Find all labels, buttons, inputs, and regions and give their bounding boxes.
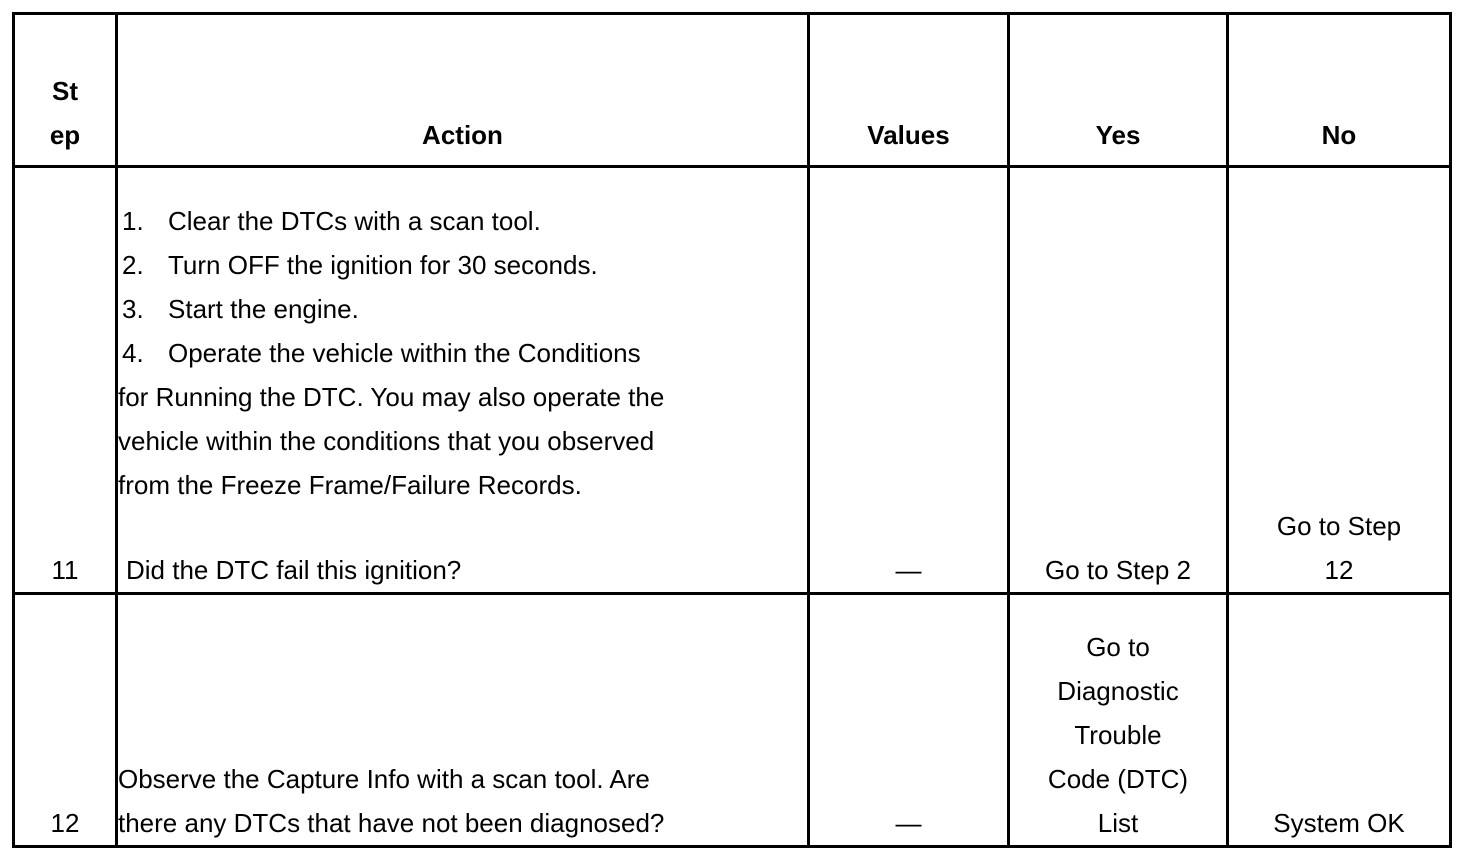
yes-cell-line: Trouble (1074, 720, 1162, 750)
yes-cell: Go to Step 2 (1009, 167, 1228, 594)
step-item-number: 4. (122, 338, 144, 368)
action-cell (117, 594, 809, 847)
step-number: 12 (14, 594, 117, 847)
step-number: 11 (14, 167, 117, 594)
header-values: Values (809, 14, 1009, 167)
action-continuation-line: for Running the DTC. You may also operate the (118, 382, 665, 412)
no-cell-line: Go to Step (1276, 511, 1402, 541)
yes-cell-line: Diagnostic (1057, 676, 1179, 706)
no-cell: System OK (1228, 594, 1451, 847)
yes-cell-line: Code (DTC) (1047, 764, 1189, 794)
list-item (118, 331, 807, 375)
diagnostic-table (12, 12, 1452, 848)
table-row (14, 594, 1451, 847)
header-yes: Yes (1009, 14, 1228, 167)
action-continuation-line: vehicle within the conditions that you observed (118, 426, 655, 456)
no-cell (1228, 167, 1451, 594)
header-step-line1: St (52, 76, 78, 106)
yes-cell (1009, 594, 1228, 847)
list-item (118, 199, 807, 243)
list-item (118, 287, 807, 331)
yes-cell-line: Go to (1086, 632, 1150, 662)
step-item-number: 2. (122, 250, 144, 280)
header-no: No (1228, 14, 1451, 167)
header-step-line2: ep (49, 120, 81, 150)
values-cell: — (809, 167, 1009, 594)
values-cell: — (809, 594, 1009, 847)
step-item-text: Turn OFF the ignition for 30 seconds. (168, 250, 598, 280)
header-action: Action (117, 14, 809, 167)
step-item-text: Start the engine. (168, 294, 359, 324)
step-item-text: Operate the vehicle within the Conditions (168, 338, 641, 368)
step-item-text: Clear the DTCs with a scan tool. (168, 206, 541, 236)
step-item-number: 3. (122, 294, 144, 324)
yes-cell-line: List (1097, 808, 1139, 838)
list-item (118, 243, 807, 287)
step-item-number: 1. (122, 206, 144, 236)
action-cell (117, 167, 809, 594)
action-steps-list (118, 199, 807, 375)
table-row (14, 167, 1451, 594)
header-step (14, 14, 117, 167)
action-line: Observe the Capture Info with a scan tool. Are (118, 764, 650, 794)
action-line: there any DTCs that have not been diagnosed? (118, 808, 665, 838)
header-row (14, 14, 1451, 167)
action-continuation-line: from the Freeze Frame/Failure Records. (118, 470, 582, 500)
no-cell-line: 12 (1324, 555, 1354, 585)
action-question: Did the DTC fail this ignition? (126, 555, 462, 585)
